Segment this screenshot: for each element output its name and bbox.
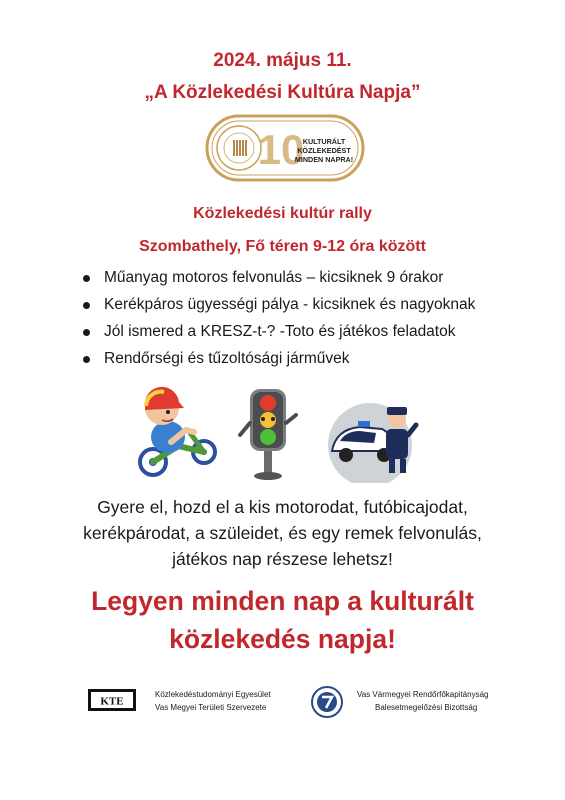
slogan: [0, 582, 565, 658]
badge-line3: MINDEN NAPRA!: [294, 155, 354, 164]
activity-list: [80, 264, 475, 372]
slogan-line: közlekedés napja!: [169, 624, 396, 654]
bullet-icon: [83, 302, 90, 309]
list-item: Jól ismered a KRESZ-t-? -Toto és játékos feladatok: [80, 318, 475, 345]
police-emblem-logo: [311, 686, 343, 718]
svg-text:KTE: KTE: [100, 695, 124, 708]
invitation-line: játékos nap részese lehetsz!: [172, 549, 393, 569]
police-car-illustration: [316, 395, 424, 483]
bullet-icon: [83, 356, 90, 363]
badge-line2: KÖZLEKEDÉST: [297, 146, 351, 155]
list-item: Műanyag motoros felvonulás – kicsiknek 9 órakor: [80, 264, 475, 291]
right-organization: Vas Vármegyei Rendőrfőkapitányság Balesetmegelőzési Bizottság: [357, 690, 489, 712]
bullet-icon: [83, 329, 90, 336]
event-title: „A Közlekedési Kultúra Napja”: [144, 82, 421, 103]
bullet-icon: [83, 275, 90, 282]
rally-title: Közlekedési kultúr rally: [193, 205, 372, 222]
traffic-light-illustration: [236, 385, 300, 481]
badge-line1: KULTURÁLT: [302, 137, 346, 146]
kte-logo: [88, 689, 136, 711]
invitation-text: [0, 494, 565, 572]
anniversary-badge-logo: [205, 114, 365, 182]
list-item: Kerékpáros ügyességi pálya - kicsiknek és nagyoknak: [80, 291, 475, 318]
invitation-line: Gyere el, hozd el a kis motorodat, futóbicajodat,: [97, 497, 468, 517]
invitation-line: kerékpárodat, a szüleidet, és egy remek felvonulás,: [83, 523, 482, 543]
badge-number: 10: [257, 126, 305, 173]
event-date: 2024. május 11.: [213, 50, 352, 71]
list-item: Rendőrségi és tűzoltósági járművek: [80, 345, 475, 372]
child-tricycle-illustration: [128, 382, 220, 478]
left-organization: Közlekedéstudományi Egyesület Vas Megyei Területi Szervezete: [155, 690, 271, 712]
rally-location: Szombathely, Fő téren 9-12 óra között: [139, 238, 426, 255]
slogan-line: Legyen minden nap a kulturált: [91, 586, 474, 616]
